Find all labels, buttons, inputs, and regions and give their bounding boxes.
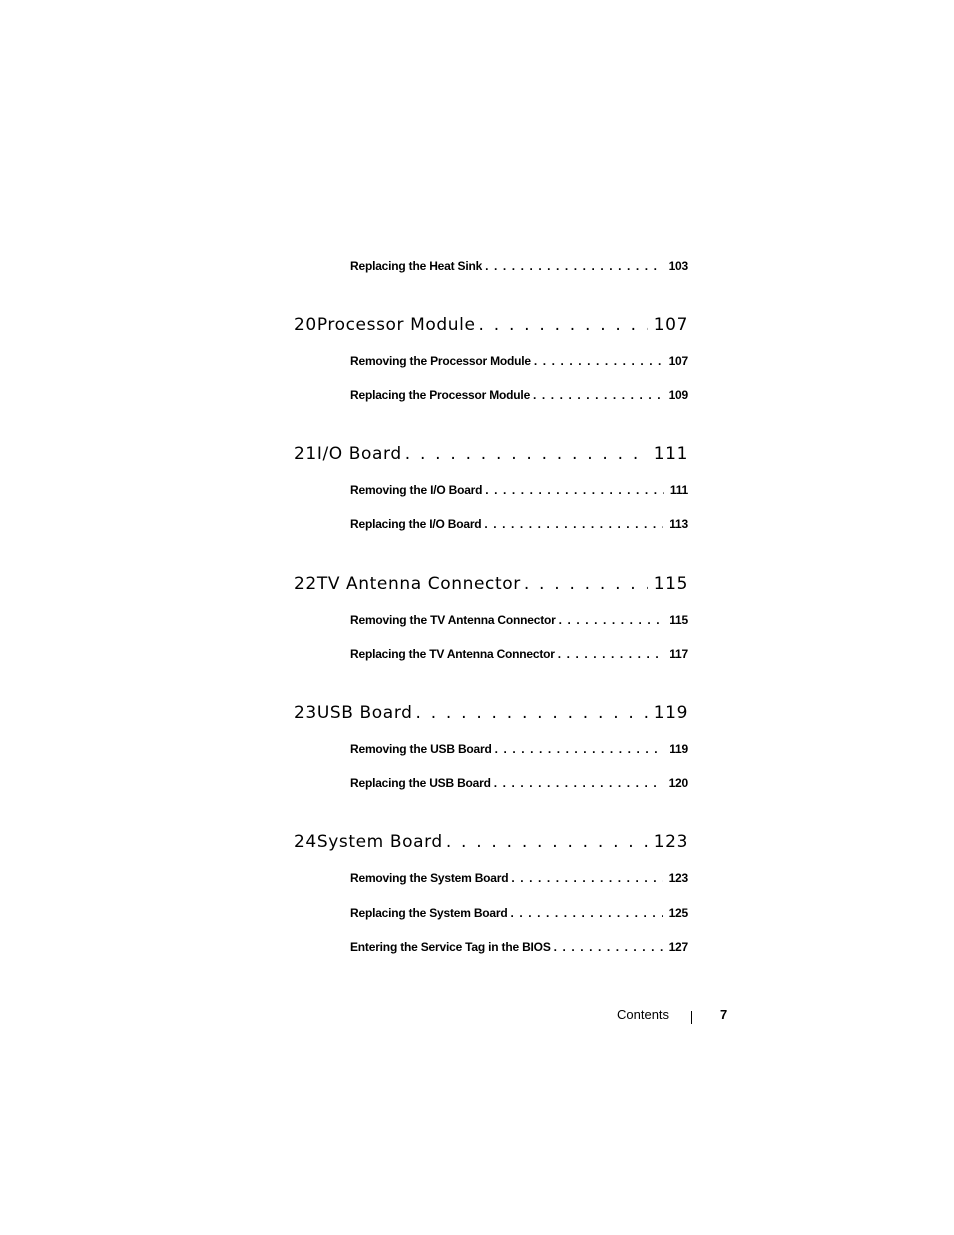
dot-leader (416, 703, 648, 723)
chapter-title: USB Board (316, 703, 413, 723)
toc-chapter-21[interactable] (294, 444, 688, 464)
toc-subentry-page: 127 (668, 940, 688, 954)
toc-subentry-page: 109 (668, 388, 688, 402)
chapter-title: System Board (316, 832, 443, 852)
toc-subentry-title: Replacing the System Board (350, 906, 508, 920)
chapter-page: 111 (653, 444, 688, 464)
footer-section-label: Contents (617, 1007, 670, 1022)
toc-subentry[interactable] (350, 742, 688, 756)
toc-subentry-title: Replacing the TV Antenna Connector (350, 647, 555, 661)
footer-page-number: 7 (720, 1007, 728, 1022)
chapter-number: 20 (294, 315, 317, 335)
dot-leader (554, 940, 663, 954)
toc-chapter-22[interactable] (294, 574, 688, 594)
toc-subentry-title: Removing the System Board (350, 871, 509, 885)
chapter-number: 22 (294, 574, 317, 594)
toc-subentry-page: 123 (668, 871, 688, 885)
toc-subentry-page: 111 (669, 483, 688, 497)
dot-leader (511, 906, 663, 920)
dot-leader (495, 742, 664, 756)
toc-subentry[interactable] (350, 259, 688, 273)
toc-subentry-page: 115 (669, 613, 688, 627)
toc-subentry-title: Replacing the Heat Sink (350, 259, 483, 273)
toc-subentry[interactable] (350, 940, 688, 954)
toc-subentry-title: Replacing the Processor Module (350, 388, 531, 402)
toc-subentry-page: 103 (668, 259, 688, 273)
dot-leader (511, 871, 662, 885)
toc-subentry-title: Entering the Service Tag in the BIOS (350, 940, 551, 954)
dot-leader (494, 776, 663, 790)
toc-subentry[interactable] (350, 776, 688, 790)
chapter-page: 119 (653, 703, 688, 723)
chapter-title: TV Antenna Connector (316, 574, 521, 594)
dot-leader (479, 315, 648, 335)
dot-leader (524, 574, 648, 594)
toc-subentry[interactable] (350, 354, 688, 368)
chapter-number: 21 (294, 444, 317, 464)
toc-subentry[interactable] (350, 483, 688, 497)
toc-subentry-title: Removing the TV Antenna Connector (350, 613, 556, 627)
chapter-page: 107 (653, 315, 688, 335)
dot-leader (484, 517, 663, 531)
toc-subentry-title: Removing the USB Board (350, 742, 492, 756)
toc-subentry-title: Replacing the I/O Board (350, 517, 482, 531)
dot-leader (485, 259, 662, 273)
toc-subentry-title: Replacing the USB Board (350, 776, 491, 790)
toc-subentry-page: 125 (668, 906, 688, 920)
toc-subentry-page: 113 (669, 517, 688, 531)
dot-leader (558, 647, 663, 661)
toc-subentry[interactable] (350, 613, 688, 627)
toc-subentry[interactable] (350, 906, 688, 920)
dot-leader (405, 444, 648, 464)
dot-leader (446, 832, 648, 852)
chapter-page: 123 (653, 832, 688, 852)
footer-divider (691, 1011, 692, 1024)
toc-subentry[interactable] (350, 388, 688, 402)
toc-subentry-page: 117 (669, 647, 688, 661)
dot-leader (534, 354, 663, 368)
toc-subentry[interactable] (350, 647, 688, 661)
toc-subentry-page: 120 (668, 776, 688, 790)
toc-subentry-title: Removing the Processor Module (350, 354, 531, 368)
chapter-number: 23 (294, 703, 317, 723)
chapter-title: I/O Board (316, 444, 402, 464)
chapter-page: 115 (653, 574, 688, 594)
chapter-number: 24 (294, 832, 317, 852)
toc-chapter-24[interactable] (294, 832, 688, 852)
toc-subentry-title: Removing the I/O Board (350, 483, 483, 497)
toc-subentry-page: 107 (668, 354, 688, 368)
dot-leader (533, 388, 663, 402)
toc-chapter-20[interactable] (294, 315, 688, 335)
page-footer (600, 1007, 730, 1027)
toc-chapter-23[interactable] (294, 703, 688, 723)
chapter-title: Processor Module (316, 315, 476, 335)
toc-subentry-page: 119 (669, 742, 688, 756)
dot-leader (559, 613, 664, 627)
toc-subentry[interactable] (350, 871, 688, 885)
toc-subentry[interactable] (350, 517, 688, 531)
dot-leader (485, 483, 664, 497)
